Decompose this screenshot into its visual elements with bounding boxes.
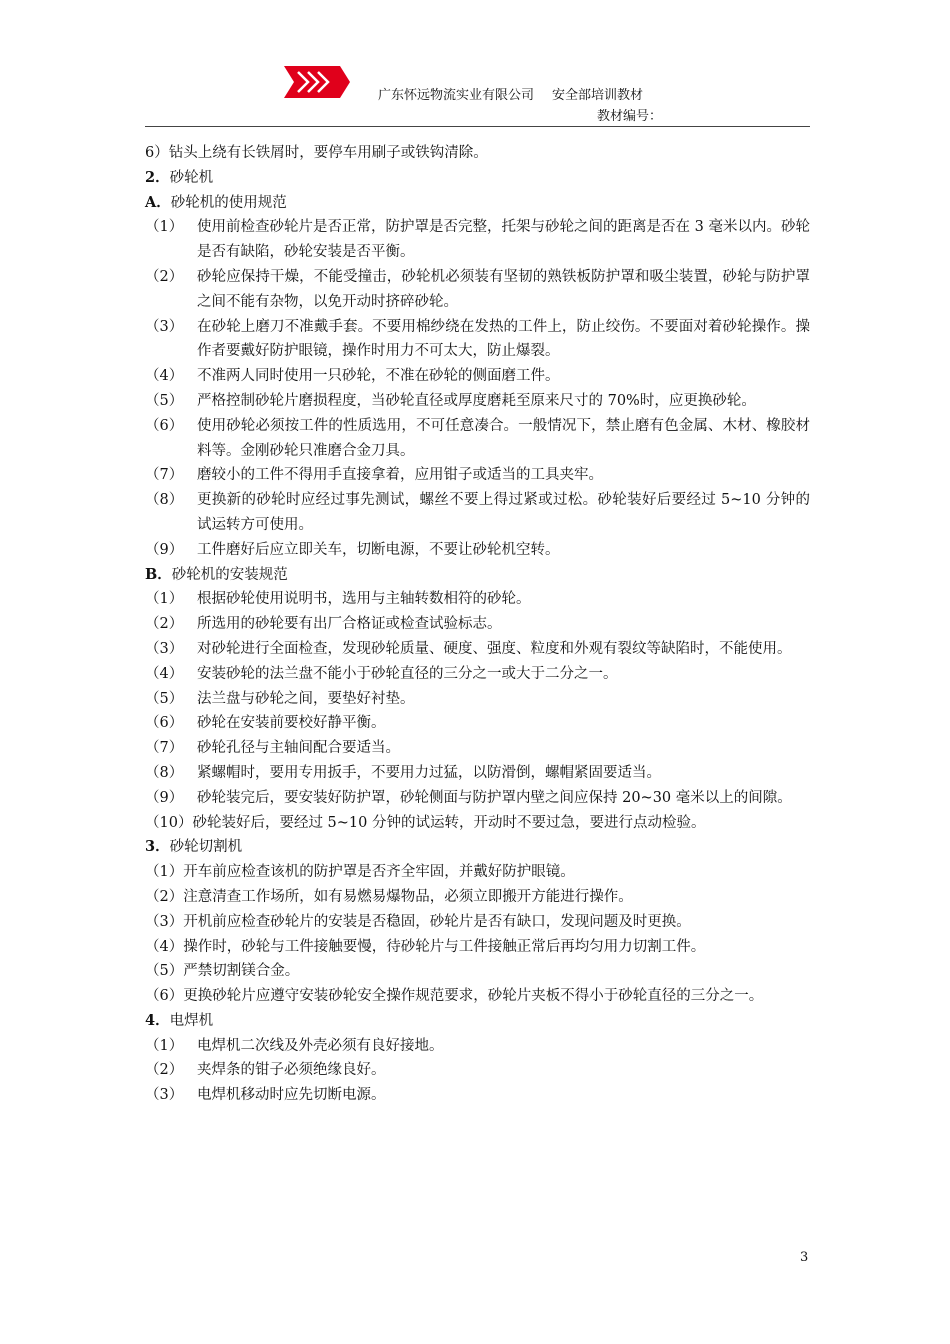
page-number: 3 xyxy=(800,1250,809,1265)
list-item xyxy=(145,1058,810,1083)
item-text: 操作时，砂轮与工件接触要慢，待砂轮片与工件接触正常后再均匀用力切割工件。 xyxy=(183,938,706,955)
list-item xyxy=(145,488,810,538)
section-title: 电焊机 xyxy=(169,1012,214,1029)
list-item xyxy=(145,860,810,885)
item-number: （1） xyxy=(145,219,184,236)
list-item xyxy=(145,389,810,414)
list-item xyxy=(145,959,810,984)
list-item xyxy=(145,463,810,488)
item-number: （4） xyxy=(145,938,184,955)
subsection-heading-installation xyxy=(145,563,810,588)
list-item xyxy=(145,1034,810,1059)
list-item xyxy=(145,711,810,736)
installation-rules-list xyxy=(145,587,810,835)
item-number: （8） xyxy=(145,492,184,509)
header-divider xyxy=(145,126,810,127)
item-number: （5） xyxy=(145,392,184,409)
list-item xyxy=(145,315,810,365)
item-number: （2） xyxy=(145,888,184,905)
subsection-letter: B． xyxy=(145,565,172,583)
subsection-title: 砂轮机的安装规范 xyxy=(171,566,288,583)
item-number: （7） xyxy=(145,467,184,484)
item-number: （3） xyxy=(145,1087,184,1104)
item-number: （6） xyxy=(145,417,184,434)
item-text: 电焊机二次线及外壳必须有良好接地。 xyxy=(197,1037,444,1054)
list-item xyxy=(145,662,810,687)
subsection-letter: A． xyxy=(145,193,171,211)
item-number: （1） xyxy=(145,1037,184,1054)
subsection-heading-usage xyxy=(145,191,810,216)
item-number: （1） xyxy=(145,591,184,608)
item-text: 砂轮在安装前要校好静平衡。 xyxy=(197,715,386,732)
list-item xyxy=(145,215,810,265)
item-text: 砂轮装好后，要经过 5~10 分钟的试运转，开动时不要过急，要进行点动检验。 xyxy=(192,814,706,831)
item-number: （3） xyxy=(145,913,184,930)
item-number: （3） xyxy=(145,640,184,657)
list-item xyxy=(145,637,810,662)
item-text: 注意清查工作场所，如有易燃易爆物品，必须立即搬开方能进行操作。 xyxy=(183,888,633,905)
item-text: 使用前检查砂轮片是否正常，防护罩是否完整，托架与砂轮之间的距离是否在 3 毫米以内。砂轮是否有缺陷，砂轮安装是否平衡。 xyxy=(197,219,810,261)
item-number: （2） xyxy=(145,616,184,633)
doc-number-label: 教材编号： xyxy=(597,109,663,124)
list-item xyxy=(145,265,810,315)
company-name: 广东怀远物流实业有限公司 xyxy=(378,88,535,103)
item-text: 夹焊条的钳子必须绝缘良好。 xyxy=(197,1062,386,1079)
header-title xyxy=(378,84,643,103)
paragraph-drill-chips: 6）钻头上绕有长铁屑时，要停车用刷子或铁钩清除。 xyxy=(145,145,488,161)
list-item xyxy=(145,538,810,563)
item-text: 安装砂轮的法兰盘不能小于砂轮直径的三分之一或大于二分之一。 xyxy=(197,665,618,682)
list-item xyxy=(145,736,810,761)
section-number: 2． xyxy=(145,168,170,186)
item-number: （10） xyxy=(145,814,193,831)
list-item xyxy=(145,786,810,811)
item-text: 在砂轮上磨刀不准戴手套。不要用棉纱绕在发热的工件上，防止绞伤。不要面对着砂轮操作。操作者要戴好防护眼镜，操作时用力不可太大，防止爆裂。 xyxy=(197,318,810,360)
welder-rules-list xyxy=(145,1034,810,1108)
list-item xyxy=(145,1083,810,1108)
list-item xyxy=(145,910,810,935)
item-number: （5） xyxy=(145,963,184,980)
section-heading-welder xyxy=(145,1009,810,1034)
section-number: 3． xyxy=(145,838,170,856)
item-text: 对砂轮进行全面检查，发现砂轮质量、硬度、强度、粒度和外观有裂纹等缺陷时，不能使用。 xyxy=(197,640,792,657)
section-heading-cutting-machine xyxy=(145,835,810,860)
item-number: （6） xyxy=(145,715,184,732)
item-text: 砂轮应保持干燥，不能受撞击，砂轮机必须装有坚韧的熟铁板防护罩和吸尘装置，砂轮与防护罩之间不能有杂物，以免开动时挤碎砂轮。 xyxy=(197,268,810,310)
item-number: （2） xyxy=(145,1062,184,1079)
section-number: 4． xyxy=(145,1011,170,1029)
section-heading-grinder xyxy=(145,166,810,191)
item-text: 所选用的砂轮要有出厂合格证或检查试验标志。 xyxy=(197,616,502,633)
list-item xyxy=(145,761,810,786)
usage-rules-list xyxy=(145,215,810,562)
list-item xyxy=(145,687,810,712)
item-text: 法兰盘与砂轮之间，要垫好衬垫。 xyxy=(197,690,415,707)
item-text: 不准两人同时使用一只砂轮，不准在砂轮的侧面磨工件。 xyxy=(197,368,560,385)
section-title: 砂轮机 xyxy=(169,169,214,186)
item-number: （4） xyxy=(145,368,184,385)
item-text: 电焊机移动时应先切断电源。 xyxy=(197,1087,386,1104)
item-text: 使用砂轮必须按工件的性质选用，不可任意凑合。一般情况下，禁止磨有色金属、木材、橡胶材料等。金刚砂轮只准磨合金刀具。 xyxy=(197,417,810,459)
item-text: 更换砂轮片应遵守安装砂轮安全操作规范要求，砂轮片夹板不得小于砂轮直径的三分之一。 xyxy=(183,988,764,1005)
item-number: （6） xyxy=(145,988,184,1005)
item-text: 砂轮孔径与主轴间配合要适当。 xyxy=(197,740,400,757)
list-item xyxy=(145,885,810,910)
item-text: 工件磨好后应立即关车，切断电源，不要让砂轮机空转。 xyxy=(197,541,560,558)
list-item xyxy=(145,811,810,836)
item-text: 砂轮装完后，要安装好防护罩，砂轮侧面与防护罩内壁之间应保持 20~30 毫米以上的间隙。 xyxy=(197,789,792,806)
item-number: （2） xyxy=(145,268,184,285)
item-text: 开机前应检查砂轮片的安装是否稳固，砂轮片是否有缺口，发现问题及时更换。 xyxy=(183,913,691,930)
document-body xyxy=(145,141,810,1108)
item-text: 开车前应检查该机的防护罩是否齐全牢固，并戴好防护眼镜。 xyxy=(183,864,575,881)
item-number: （8） xyxy=(145,764,184,781)
section-title: 砂轮切割机 xyxy=(169,839,243,856)
item-number: （4） xyxy=(145,665,184,682)
item-text: 严格控制砂轮片磨损程度，当砂轮直径或厚度磨耗至原来尺寸的 70%时，应更换砂轮。 xyxy=(197,392,756,409)
item-text: 更换新的砂轮时应经过事先测试，螺丝不要上得过紧或过松。砂轮装好后要经过 5~10 分钟的试运转方可使用。 xyxy=(197,492,810,533)
list-item xyxy=(145,414,810,464)
item-number: （9） xyxy=(145,789,184,806)
subsection-title: 砂轮机的使用规范 xyxy=(170,194,287,211)
list-item xyxy=(145,935,810,960)
item-number: （7） xyxy=(145,740,184,757)
department-name: 安全部培训教材 xyxy=(552,88,644,103)
list-item xyxy=(145,364,810,389)
list-item xyxy=(145,587,810,612)
item-number: （5） xyxy=(145,690,184,707)
item-text: 磨较小的工件不得用手直接拿着，应用钳子或适当的工具夹牢。 xyxy=(197,467,603,484)
item-text: 紧螺帽时，要用专用扳手，不要用力过猛，以防滑倒，螺帽紧固要适当。 xyxy=(197,764,661,781)
item-text: 严禁切割镁合金。 xyxy=(183,963,300,980)
item-number: （9） xyxy=(145,541,184,558)
item-text: 根据砂轮使用说明书，选用与主轴转数相符的砂轮。 xyxy=(197,591,531,608)
company-logo xyxy=(284,66,350,98)
item-number: （3） xyxy=(145,318,184,335)
list-item xyxy=(145,612,810,637)
list-item xyxy=(145,984,810,1009)
cutting-machine-rules-list xyxy=(145,860,810,1009)
item-number: （1） xyxy=(145,864,184,881)
